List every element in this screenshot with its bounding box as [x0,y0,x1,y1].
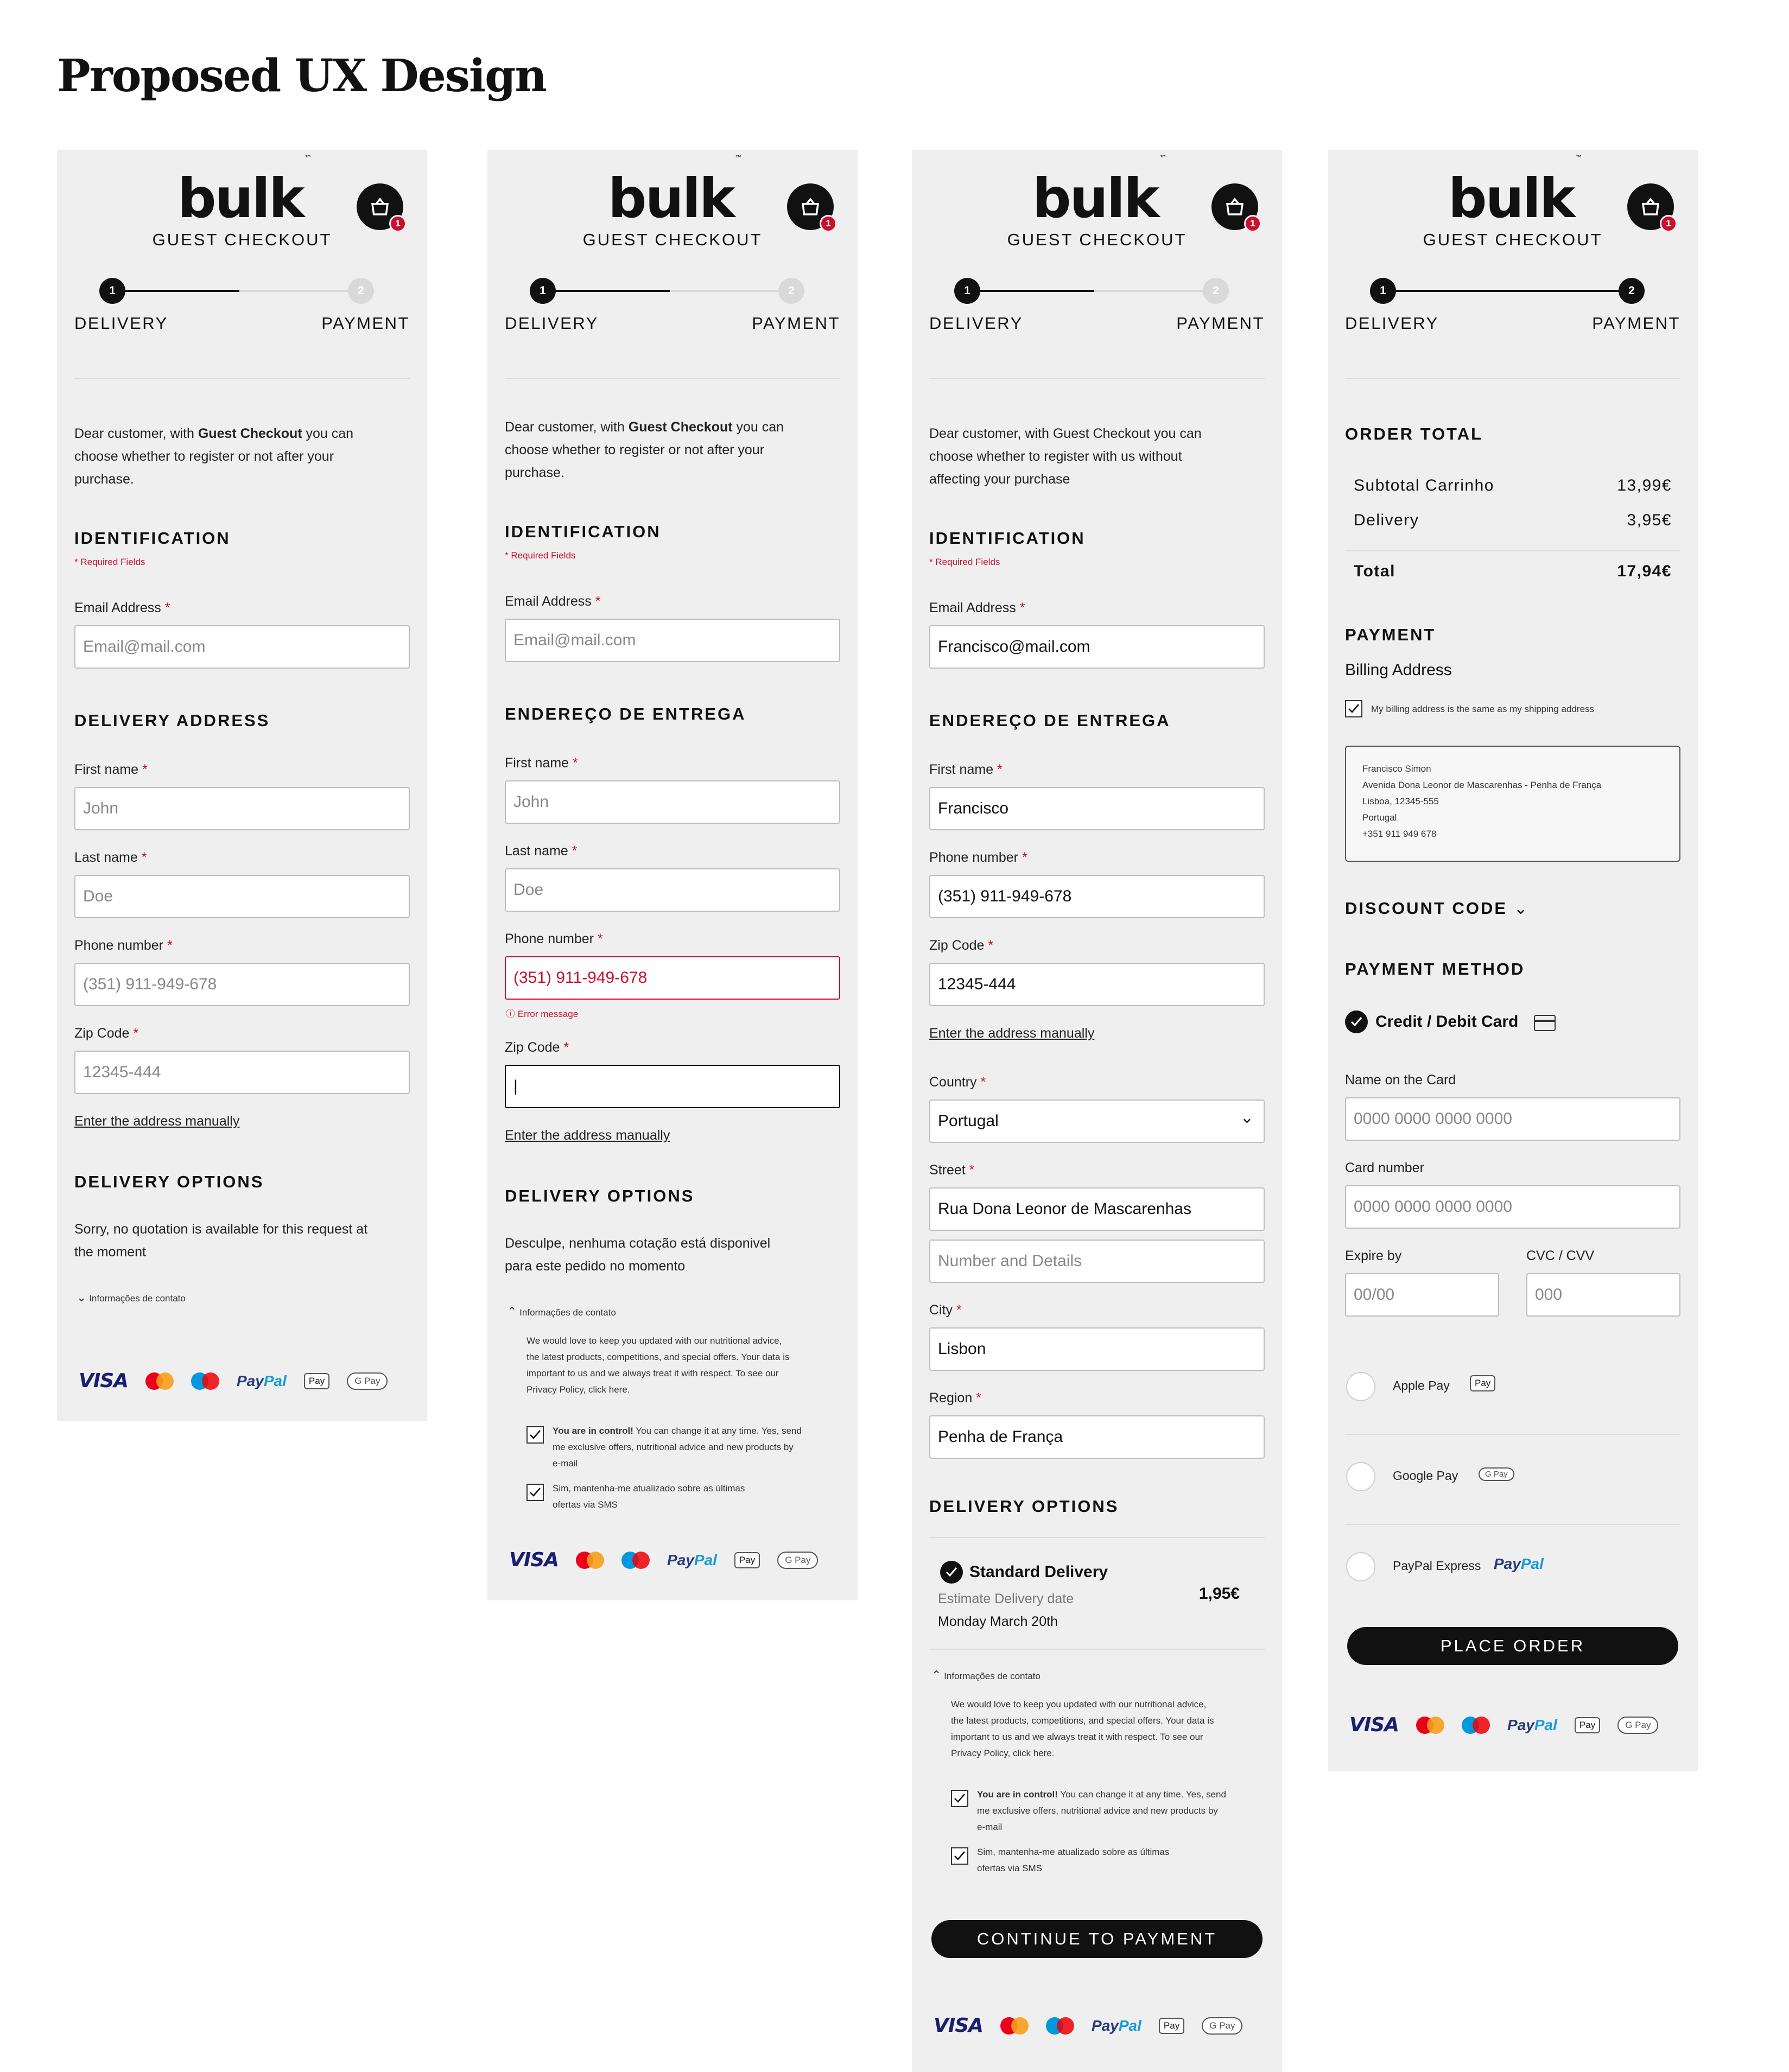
checkmark-icon [1350,1016,1363,1028]
phone-input-error[interactable]: (351) 911-949-678 [505,956,840,1000]
step-1-indicator: 1 [530,278,556,304]
zip-input[interactable]: 12345-444 [929,963,1265,1006]
last-name-input[interactable]: Doe [505,868,840,912]
divider [1345,1434,1680,1435]
required-fields-note: * Required Fields [74,557,145,567]
payment-logos [509,1549,818,1571]
email-input[interactable]: Email@mail.com [505,619,840,662]
checkmark-icon [1347,703,1360,715]
apple-pay-logo: Pay [1575,1717,1600,1733]
paypal-logo: PayPal [1507,1716,1557,1733]
first-name-label: First name * [505,755,578,771]
email-label: Email Address * [929,600,1025,615]
chevron-down-icon: ⌄ [1513,899,1530,918]
delivery-cost-value: 3,95€ [1627,511,1672,529]
step-progress-line-inactive [670,290,778,292]
delivery-address-heading: ENDEREÇO DE ENTREGA [505,704,746,723]
zip-label: Zip Code * [929,938,994,953]
delivery-address-heading: DELIVERY ADDRESS [74,711,270,730]
cart-button[interactable] [1211,183,1258,230]
continue-to-payment-button[interactable]: CONTINUE TO PAYMENT [931,1920,1263,1958]
page-title: Proposed UX Design [57,50,547,102]
payment-logos [79,1370,388,1392]
email-consent-checkbox[interactable] [526,1426,544,1444]
step-2-indicator: 2 [1203,278,1229,304]
checkout-panel-4 [1328,150,1698,1771]
step-2-indicator: 2 [1619,278,1645,304]
paypal-express-label: PayPal Express [1393,1559,1481,1573]
credit-card-label: Credit / Debit Card [1375,1013,1519,1031]
bulk-logo: bulk™ [1448,154,1581,230]
error-icon: ⓘ [506,1009,515,1019]
apple-pay-logo: Pay [1470,1375,1495,1391]
contact-info-toggle[interactable]: ⌃ Informações de contato [507,1305,616,1318]
zip-input[interactable]: 12345-444 [74,1051,410,1094]
delivery-date: Monday March 20th [938,1614,1058,1629]
step-1-indicator: 1 [99,278,125,304]
email-input[interactable]: Francisco@mail.com [929,625,1265,669]
email-consent-text: You are in control! You can change it at any time. Yes, send me exclusive offers, nutritional advice and new products by e-mail [977,1789,1226,1832]
apple-pay-label: Apple Pay [1393,1378,1450,1393]
number-details-input[interactable]: Number and Details [929,1240,1265,1283]
place-order-button[interactable]: PLACE ORDER [1347,1627,1678,1665]
last-name-label: Last name * [74,850,147,865]
checkmark-icon [529,1486,542,1498]
delivery-cost-label: Delivery [1354,511,1419,529]
checkout-panel-3 [912,150,1282,2072]
step-label-payment: PAYMENT [752,314,840,333]
checkout-panel-2 [487,150,858,1600]
step-progress-line [1396,290,1619,292]
required-fields-note: * Required Fields [505,550,576,561]
sms-consent-checkbox[interactable] [526,1484,544,1501]
maestro-logo [1462,1717,1490,1734]
step-label-payment: PAYMENT [321,314,410,333]
subtotal-value: 13,99€ [1617,476,1672,494]
step-progress-line-inactive [1094,290,1203,292]
chevron-up-icon: ⌃ [507,1305,517,1318]
divider [929,378,1265,379]
basket-icon [369,195,391,218]
order-total-heading: ORDER TOTAL [1345,424,1483,443]
chevron-up-icon: ⌃ [931,1668,942,1682]
step-progress-line [125,290,239,292]
phone-label: Phone number * [505,931,603,946]
divider [929,1649,1265,1650]
divider [1345,378,1680,379]
first-name-label: First name * [74,762,148,777]
checkmark-icon [945,1566,958,1578]
intro-text: Dear customer, with Guest Checkout you can choose whether to register or not after your purchase. [505,420,784,480]
google-pay-logo: G Pay [347,1372,388,1390]
guest-checkout-title: GUEST CHECKOUT [1007,230,1187,249]
delivery-options-heading: DELIVERY OPTIONS [505,1186,695,1205]
email-label: Email Address * [505,594,601,609]
intro-text: Dear customer, with Guest Checkout you can choose whether to register or not after your purchase. [74,426,354,487]
required-fields-note: * Required Fields [929,557,1000,567]
payment-method-heading: PAYMENT METHOD [1345,959,1525,978]
contact-info-toggle[interactable]: ⌃ Informações de contato [931,1668,1041,1682]
basket-icon [799,195,822,218]
newsletter-text: We would love to keep you updated with our nutritional advice, the latest products, competitions, and special offers. Your data is important to us and we always treat it with respect. To see our Privacy Policy, click here. [526,1336,790,1395]
region-input[interactable]: Penha de França [929,1415,1265,1459]
total-value: 17,94€ [1617,562,1672,580]
payment-logos [1349,1714,1658,1736]
visa-logo: VISA [934,2014,984,2037]
cart-count-badge: 1 [1244,215,1261,232]
card-number-label: Card number [1345,1160,1424,1175]
paypal-express-radio[interactable] [1346,1552,1375,1581]
mastercard-logo [145,1372,174,1390]
paypal-logo: PayPal [1494,1555,1544,1572]
divider [1345,1524,1680,1525]
divider [505,378,840,379]
delivery-options-heading: DELIVERY OPTIONS [74,1172,264,1191]
phone-input[interactable]: (351) 911-949-678 [929,875,1265,918]
identification-heading: IDENTIFICATION [929,529,1086,548]
step-1-indicator: 1 [1370,278,1396,304]
paypal-logo: PayPal [667,1551,717,1568]
enter-address-manually-link[interactable]: Enter the address manually [505,1128,670,1143]
first-name-input[interactable]: Francisco [929,787,1265,830]
phone-label: Phone number * [929,850,1027,865]
mastercard-logo [576,1552,604,1569]
visa-logo: VISA [1349,1714,1399,1736]
intro-text: Dear customer, with Guest Checkout you can choose whether to register with us without affecting your purchase [929,426,1202,487]
apple-pay-logo: Pay [304,1373,329,1389]
google-pay-logo: G Pay [1202,2017,1242,2035]
cart-count-badge: 1 [1660,215,1677,232]
step-label-delivery: DELIVERY [1345,314,1439,333]
guest-checkout-title: GUEST CHECKOUT [582,230,763,249]
cart-button[interactable] [1627,183,1674,230]
basket-icon [1639,195,1662,218]
apple-pay-logo: Pay [734,1552,760,1568]
google-pay-radio[interactable] [1346,1462,1375,1491]
last-name-input[interactable]: Doe [74,875,410,918]
step-label-delivery: DELIVERY [505,314,599,333]
cvc-label: CVC / CVV [1526,1248,1595,1263]
bulk-logo: bulk™ [608,154,741,230]
enter-address-manually-link[interactable]: Enter the address manually [929,1026,1095,1041]
cart-button[interactable] [787,183,834,230]
total-label: Total [1354,562,1395,580]
enter-address-manually-link[interactable]: Enter the address manually [74,1114,240,1129]
email-input[interactable]: Email@mail.com [74,625,410,669]
sms-consent-text: Sim, mantenha-me atualizado sobre as últimas ofertas via SMS [553,1483,745,1510]
payment-logos [934,2014,1242,2037]
payment-heading: PAYMENT [1345,625,1436,644]
checkmark-icon [953,1850,966,1862]
step-2-indicator: 2 [778,278,804,304]
step-label-payment: PAYMENT [1592,314,1680,333]
email-label: Email Address * [74,600,170,615]
guest-checkout-title: GUEST CHECKOUT [1423,230,1603,249]
phone-input[interactable]: (351) 911-949-678 [74,963,410,1006]
maestro-logo [191,1372,219,1390]
street-label: Street * [929,1162,975,1178]
bulk-logo: bulk™ [177,154,310,230]
no-quotation-text: Desculpe, nenhuma cotação está disponivel para este pedido no momento [505,1236,771,1274]
first-name-input[interactable]: John [505,780,840,824]
step-progress-line [980,290,1094,292]
google-pay-label: Google Pay [1393,1469,1458,1483]
cart-count-badge: 1 [389,215,407,232]
identification-heading: IDENTIFICATION [505,522,661,541]
cart-button[interactable] [357,183,403,230]
checkmark-icon [953,1793,966,1804]
estimate-delivery-label: Estimate Delivery date [938,1591,1074,1606]
mastercard-logo [1416,1717,1444,1734]
city-label: City * [929,1302,962,1318]
step-label-delivery: DELIVERY [74,314,168,333]
billing-address-heading: Billing Address [1345,661,1452,679]
street-input[interactable]: Rua Dona Leonor de Mascarenhas [929,1187,1265,1231]
identification-heading: IDENTIFICATION [74,529,231,548]
basket-icon [1223,195,1246,218]
google-pay-logo: G Pay [1479,1467,1514,1481]
expire-input[interactable]: 00/00 [1345,1273,1499,1317]
country-select[interactable]: Portugal ⌄ [929,1099,1265,1143]
divider [74,378,410,379]
zip-label: Zip Code * [505,1040,569,1055]
checkout-panel-1 [57,150,427,1421]
divider [1345,550,1680,551]
country-label: Country * [929,1075,986,1090]
visa-logo: VISA [79,1370,129,1392]
same-address-checkbox[interactable] [1345,700,1362,717]
maestro-logo [621,1552,650,1569]
subtotal-label: Subtotal Carrinho [1354,476,1494,494]
name-on-card-input[interactable]: 0000 0000 0000 0000 [1345,1097,1680,1141]
first-name-input[interactable]: John [74,787,410,830]
checkmark-icon [529,1429,542,1441]
same-address-label: My billing address is the same as my shipping address [1371,704,1595,714]
zip-label: Zip Code * [74,1026,139,1041]
credit-card-icon [1534,1015,1556,1031]
chevron-down-icon: ⌄ [77,1291,87,1304]
step-progress-line-inactive [239,290,348,292]
guest-checkout-title: GUEST CHECKOUT [152,230,332,249]
chevron-down-icon: ⌄ [1240,1109,1254,1127]
cvc-input[interactable]: 000 [1526,1273,1680,1317]
sms-consent-text: Sim, mantenha-me atualizado sobre as últimas ofertas via SMS [977,1847,1170,1873]
first-name-label: First name * [929,762,1003,777]
last-name-label: Last name * [505,843,578,859]
paypal-logo: PayPal [237,1372,287,1389]
google-pay-logo: G Pay [777,1552,818,1569]
phone-label: Phone number * [74,938,173,953]
credit-card-selected[interactable] [1345,1010,1368,1033]
step-1-indicator: 1 [954,278,980,304]
expire-label: Expire by [1345,1248,1402,1263]
step-2-indicator: 2 [348,278,374,304]
discount-code-toggle[interactable]: DISCOUNT CODE ⌄ [1345,899,1530,918]
sms-consent-checkbox[interactable] [951,1847,968,1865]
no-quotation-text: Sorry, no quotation is available for this request at the moment [74,1222,368,1260]
contact-info-toggle[interactable]: ⌄ Informações de contato [77,1291,186,1304]
divider [929,1537,1265,1538]
step-label-payment: PAYMENT [1176,314,1265,333]
delivery-options-heading: DELIVERY OPTIONS [929,1497,1119,1516]
step-progress-line [556,290,670,292]
zip-input-focused[interactable]: | [505,1065,840,1108]
city-input[interactable]: Lisbon [929,1327,1265,1371]
email-consent-checkbox[interactable] [951,1790,968,1807]
billing-address-card: Francisco Simon Avenida Dona Leonor de Mascarenhas - Penha de França Lisboa, 12345-555 Portugal +351 911 949 678 [1345,746,1680,862]
mastercard-logo [1000,2017,1029,2035]
maestro-logo [1046,2017,1074,2035]
google-pay-logo: G Pay [1617,1717,1658,1734]
newsletter-text: We would love to keep you updated with our nutritional advice, the latest products, competitions, and special offers. Your data is important to us and we always treat it with respect. To see our Privacy Policy, click here. [951,1699,1214,1758]
standard-delivery-selected[interactable] [940,1561,963,1584]
step-label-delivery: DELIVERY [929,314,1023,333]
delivery-price: 1,95€ [1198,1585,1240,1603]
visa-logo: VISA [509,1549,559,1571]
region-label: Region * [929,1390,981,1406]
bulk-logo: bulk™ [1032,154,1165,230]
standard-delivery-label: Standard Delivery [969,1563,1108,1581]
name-on-card-label: Name on the Card [1345,1072,1456,1088]
delivery-address-heading: ENDEREÇO DE ENTREGA [929,711,1171,730]
email-consent-text: You are in control! You can change it at any time. Yes, send me exclusive offers, nutritional advice and new products by e-mail [553,1426,802,1469]
apple-pay-logo: Pay [1159,2018,1184,2034]
phone-error-message: ⓘ Error message [506,1009,579,1019]
paypal-logo: PayPal [1092,2017,1141,2034]
apple-pay-radio[interactable] [1346,1372,1375,1401]
card-number-input[interactable]: 0000 0000 0000 0000 [1345,1185,1680,1229]
cart-count-badge: 1 [820,215,837,232]
